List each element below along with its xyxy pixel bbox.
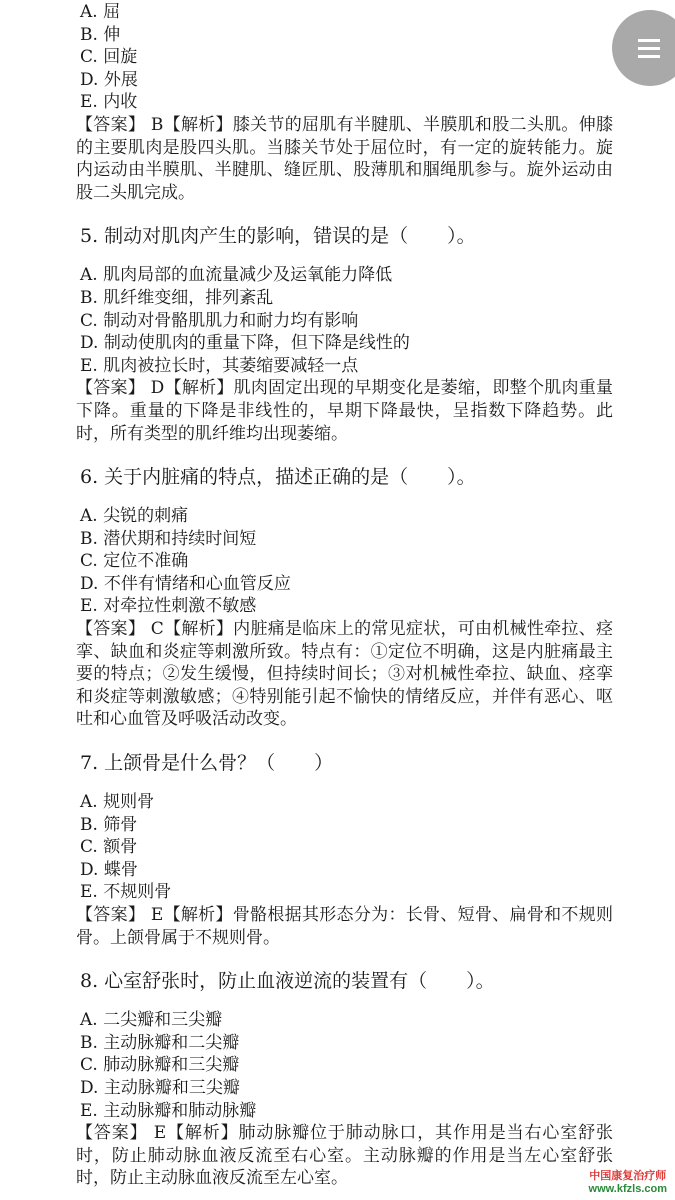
hamburger-menu-icon bbox=[638, 39, 660, 42]
option: B. 伸 bbox=[80, 24, 121, 45]
question-stem bbox=[80, 224, 605, 248]
question-stem bbox=[80, 751, 605, 775]
question-text: 6. 关于内脏痛的特点，描述正确的是 bbox=[80, 466, 390, 489]
hamburger-menu-icon-bar bbox=[638, 47, 660, 50]
option: C. 肺动脉瓣和三尖瓣 bbox=[80, 1055, 240, 1076]
hamburger-menu-icon-bar bbox=[638, 55, 660, 58]
answer-blank-open: （ bbox=[389, 466, 409, 489]
hamburger-menu-button[interactable] bbox=[612, 10, 675, 86]
answer-explanation: 【答案】 E【解析】骨骼根据其形态分为：长骨、短骨、扁骨和不规则骨。上颌骨属于不规则骨。 bbox=[76, 905, 613, 948]
option: D. 蝶骨 bbox=[80, 859, 138, 880]
answer-explanation: 【答案】 C【解析】内脏痛是临床上的常见症状，可由机械性牵拉、痉挛、缺血和炎症等刺激所致。特点有：①定位不明确，这是内脏痛最主要的特点；②发生缓慢，但持续时间长；③对机械性牵拉、缺血、痉挛和炎症等刺激敏感；④特别能引起不愉快的情绪反应，并伴有恶心、呕吐和心血管及呼吸活动改变。 bbox=[76, 619, 613, 730]
option: C. 制动对骨骼肌肌力和耐力均有影响 bbox=[80, 310, 359, 331]
option: A. 屈 bbox=[80, 2, 121, 22]
option: D. 不伴有情绪和心血管反应 bbox=[80, 573, 291, 594]
option: A. 肌肉局部的血流量减少及运氧能力降低 bbox=[80, 265, 393, 286]
document-page bbox=[76, 0, 613, 1190]
option: B. 潜伏期和持续时间短 bbox=[80, 528, 257, 549]
option: A. 尖锐的刺痛 bbox=[80, 506, 189, 527]
question-block bbox=[76, 969, 613, 1190]
option: E. 主动脉瓣和肺动脉瓣 bbox=[80, 1100, 257, 1121]
question-list bbox=[76, 224, 613, 1190]
option: B. 主动脉瓣和二尖瓣 bbox=[80, 1032, 240, 1053]
question-stem bbox=[80, 465, 605, 489]
watermark-title: 中国康复治疗师 bbox=[589, 1170, 667, 1182]
answer-explanation: 【答案】 B【解析】膝关节的屈肌有半腱肌、半膜肌和股二头肌。伸膝的主要肌肉是股四头肌。当膝关节处于屈位时，有一定的旋转能力。旋内运动由半膜肌、半腱肌、缝匠肌、股薄肌和腘绳肌参与。旋外运动由股二头肌完成。 bbox=[76, 114, 613, 203]
question-text: 8. 心室舒张时，防止血液逆流的装置有 bbox=[80, 970, 409, 993]
answer-blank-open: （ bbox=[389, 225, 409, 248]
option: B. 筛骨 bbox=[80, 814, 138, 835]
answer-blank-open: （ bbox=[408, 970, 428, 993]
option: E. 不规则骨 bbox=[80, 882, 172, 903]
answer-blank-close: ） bbox=[314, 752, 334, 775]
question-block bbox=[76, 465, 613, 731]
question-text: 5. 制动对肌肉产生的影响，错误的是 bbox=[80, 225, 390, 248]
answer-blank-open: （ bbox=[256, 752, 276, 775]
question-block bbox=[76, 224, 613, 445]
question-stem bbox=[80, 969, 605, 993]
question-block bbox=[76, 751, 613, 949]
answer-blank-close: ）。 bbox=[447, 225, 476, 248]
option: B. 肌纤维变细，排列紊乱 bbox=[80, 287, 274, 308]
option: C. 额骨 bbox=[80, 837, 138, 858]
option: C. 回旋 bbox=[80, 47, 138, 68]
option: E. 对牵拉性刺激不敏感 bbox=[80, 596, 257, 617]
watermark-url: www.kfzls.com bbox=[588, 1183, 667, 1195]
answer-explanation: 【答案】 E【解析】肺动脉瓣位于肺动脉口，其作用是当右心室舒张时，防止肺动脉血液反流至右心室。主动脉瓣的作用是当左心室舒张时，防止主动脉血液反流至左心室。 bbox=[76, 1123, 613, 1189]
option: E. 肌肉被拉长时，其萎缩要减轻一点 bbox=[80, 355, 359, 376]
option: C. 定位不准确 bbox=[80, 551, 189, 572]
option: D. 制动使肌肉的重量下降，但下降是线性的 bbox=[80, 333, 410, 354]
answer-explanation: 【答案】 D【解析】肌肉固定出现的早期变化是萎缩，即整个肌肉重量下降。重量的下降是非线性的，早期下降最快，呈指数下降趋势。此时，所有类型的肌纤维均出现萎缩。 bbox=[76, 378, 613, 444]
option: D. 外展 bbox=[80, 69, 138, 90]
question-fragment bbox=[76, 1, 613, 204]
question-text: 7. 上颌骨是什么骨？ bbox=[80, 752, 257, 775]
answer-blank-close: ）。 bbox=[447, 466, 476, 489]
site-watermark bbox=[589, 1170, 667, 1196]
answer-blank-close: ）。 bbox=[466, 970, 495, 993]
option: A. 规则骨 bbox=[80, 792, 155, 813]
option: A. 二尖瓣和三尖瓣 bbox=[80, 1010, 223, 1031]
option: D. 主动脉瓣和三尖瓣 bbox=[80, 1077, 240, 1098]
option: E. 内收 bbox=[80, 92, 138, 113]
